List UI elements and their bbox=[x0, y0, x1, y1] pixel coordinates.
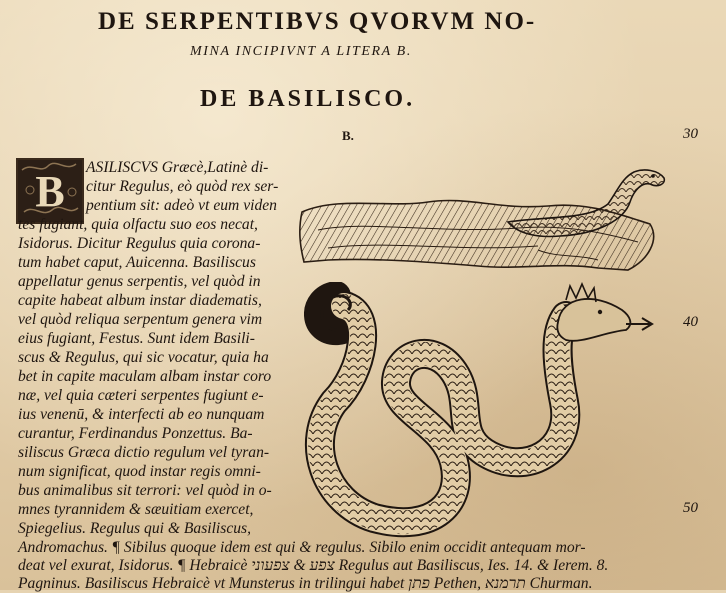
woodcut-coiled-basilisk bbox=[304, 282, 678, 538]
text-line-1: ASILISCVS Græcè,Latinè di- bbox=[86, 159, 269, 176]
text-line-19: mnes tyrannidem & sæuitiam exercet, bbox=[18, 501, 254, 518]
text-line-7: appellatur genus serpentis, vel quòd in bbox=[18, 273, 261, 290]
text-line-16: siliscus Græca dictio regulum vel tyran- bbox=[18, 444, 270, 461]
signature-mark: B. bbox=[342, 128, 354, 143]
text-line-17: num significat, quod instar regis omni- bbox=[18, 463, 261, 480]
wide-line-2: deat vel exurat, Isidorus. ¶ Hebraicè צפע & צפעוני Regulus aut Basiliscus, Ies. 14. & Ierem. 8. bbox=[18, 557, 609, 574]
text-line-14: ius venenū, & interfecti ab eo nunquam bbox=[18, 406, 265, 423]
text-line-2: citur Regulus, eò quòd rex ser- bbox=[86, 178, 279, 195]
text-line-18: bus animalibus sit terrori: vel quòd in o- bbox=[18, 482, 272, 499]
dropcap-letter: B bbox=[35, 167, 65, 216]
margin-number-30: 30 bbox=[683, 126, 698, 142]
text-line-15: curantur, Ferdinandus Ponzettus. Ba- bbox=[18, 425, 253, 442]
wide-line-1: Andromachus. ¶ Sibilus quoque idem est qui & regulus. Sibilo enim occidit antequam mor- bbox=[18, 539, 586, 556]
text-line-3: pentium sit: adeò vt eum viden bbox=[86, 197, 277, 214]
header-line-2: MINA INCIPIVNT A LITERA B. bbox=[190, 44, 412, 59]
text-line-11: scus & Regulus, qui sic vocatur, quia ha bbox=[18, 349, 269, 366]
text-line-6: tum habet caput, Auicenna. Basiliscus bbox=[18, 254, 256, 271]
wide-line-3: Pagninus. Basiliscus Hebraicè vt Munsterus in trilingui habet פתן Pethen, תרמנא Churman. bbox=[18, 575, 593, 592]
margin-number-50: 50 bbox=[683, 500, 698, 516]
text-line-10: eius fugiant, Festus. Sunt idem Basili- bbox=[18, 330, 255, 347]
woodcut-serpent-on-mound bbox=[298, 150, 676, 280]
text-line-5: Isidorus. Dicitur Regulus quia corona- bbox=[18, 235, 261, 252]
text-line-12: bet in capite maculam albam instar coro bbox=[18, 368, 272, 385]
text-line-13: næ, vel quia cæteri serpentes fugiunt e- bbox=[18, 387, 264, 404]
text-line-9: vel quòd reliqua serpentum genera vim bbox=[18, 311, 263, 328]
margin-number-40: 40 bbox=[683, 314, 698, 330]
header-line-1: DE SERPENTIBVS QVORVM NO- bbox=[98, 8, 537, 35]
dropcap-ornament bbox=[18, 160, 82, 222]
text-line-4: tes fugiant, quia olfactu suo eos necat, bbox=[18, 216, 258, 233]
text-line-8: capite habeat album instar diadematis, bbox=[18, 292, 262, 309]
text-line-20: Spiegelius. Regulus qui & Basiliscus, bbox=[18, 520, 252, 537]
section-title: DE BASILISCO. bbox=[200, 86, 416, 112]
